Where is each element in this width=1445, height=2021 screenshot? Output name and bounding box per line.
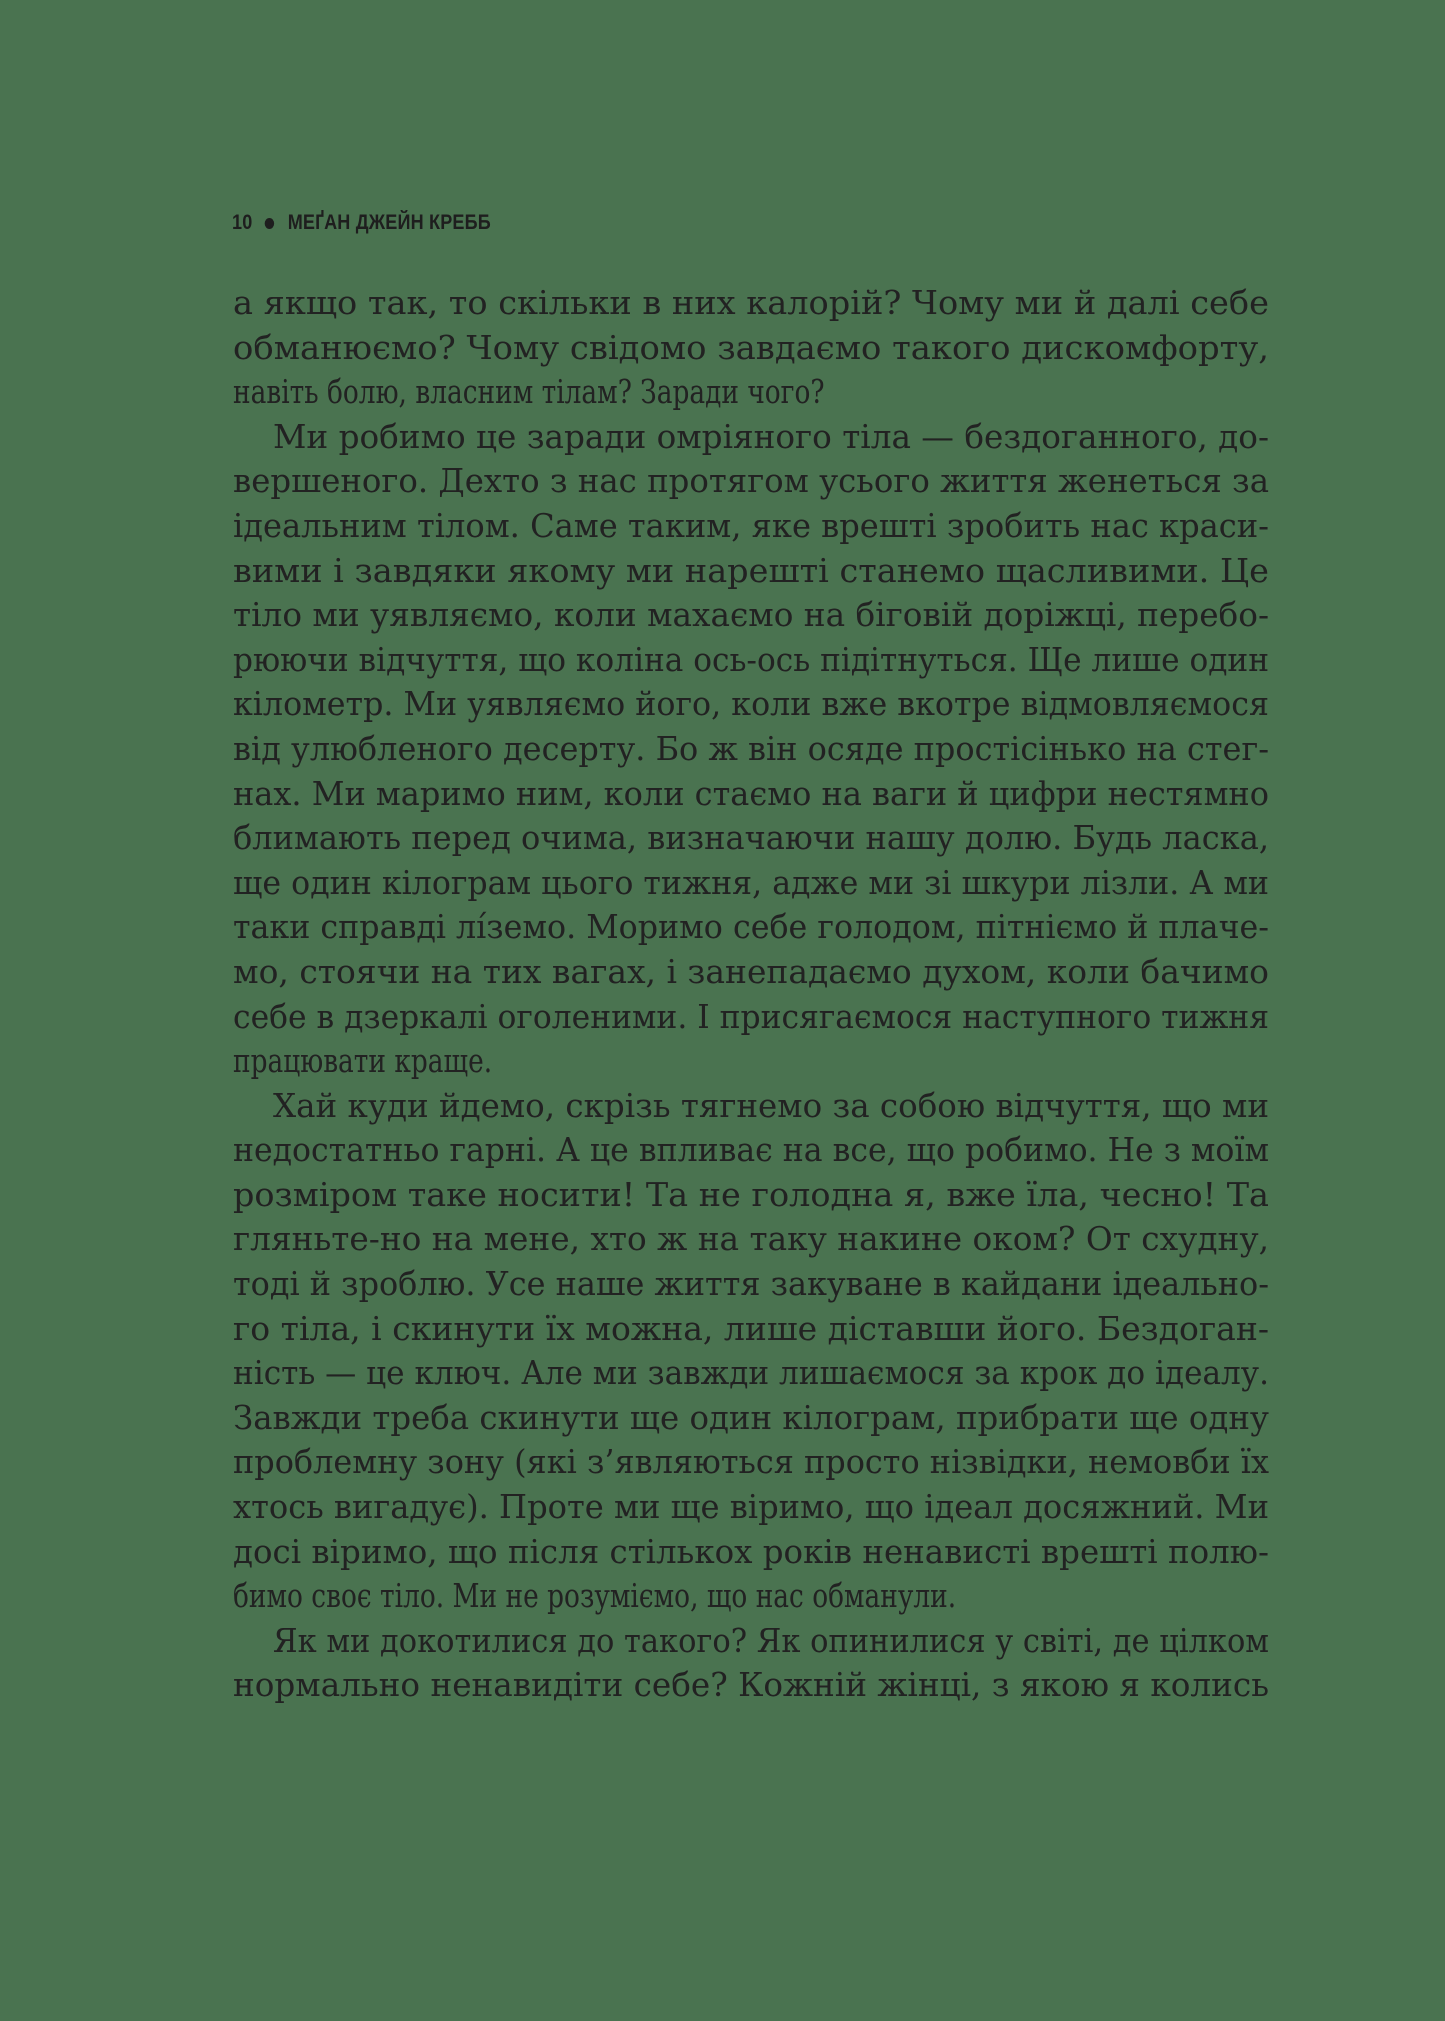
text-line bbox=[233, 1574, 1269, 1619]
text-line-content: Ми робимо це заради омріяного тіла — бездоганного, до- bbox=[273, 416, 1269, 456]
text-line bbox=[233, 1440, 1269, 1485]
text-line-content: бимо своє тіло. Ми не розуміємо, що нас обманули. bbox=[233, 1576, 957, 1616]
text-line bbox=[233, 1485, 1269, 1530]
text-line-content: ще один кілограм цього тижня, адже ми зі шкури лізли. А ми bbox=[233, 862, 1269, 902]
text-line-content: працювати краще. bbox=[233, 1041, 493, 1081]
text-line bbox=[233, 1039, 1269, 1084]
text-line-content: го тіла, і скинути їх можна, лише діставши його. Бездоган- bbox=[233, 1308, 1269, 1348]
page-number: 10 bbox=[232, 211, 253, 234]
text-line bbox=[233, 727, 1269, 772]
text-line-content: мо, стоячи на тих вагах, і занепадаємо духом, коли бачимо bbox=[233, 951, 1269, 991]
text-line-content: від улюбленого десерту. Бо ж він осяде простісінько на стег- bbox=[233, 728, 1269, 768]
text-line-content: гляньте-но на мене, хто ж на таку накине оком? От схудну, bbox=[233, 1219, 1269, 1259]
text-line-content: розміром таке носити! Та не голодна я, вже їла, чесно! Та bbox=[233, 1174, 1269, 1214]
text-line-content: рюючи відчуття, що коліна ось-ось підітнуться. Ще лише один bbox=[233, 639, 1269, 679]
text-line-content: Завжди треба скинути ще один кілограм, прибрати ще одну bbox=[233, 1397, 1269, 1437]
text-line-content: вими і завдяки якому ми нарешті станемо щасливими. Це bbox=[233, 550, 1269, 590]
running-head bbox=[232, 208, 491, 238]
text-line bbox=[233, 593, 1269, 638]
text-line bbox=[233, 281, 1269, 326]
text-line bbox=[233, 459, 1269, 504]
body-text bbox=[233, 281, 1269, 1708]
text-line bbox=[233, 995, 1269, 1040]
text-line-content: ідеальним тілом. Саме таким, яке врешті зробить нас краси- bbox=[233, 505, 1269, 545]
text-line bbox=[233, 682, 1269, 727]
author-name: МЕҐАН ДЖЕЙН КРЕББ bbox=[287, 211, 491, 234]
text-line-content: вершеного. Дехто з нас протягом усього життя женеться за bbox=[233, 461, 1269, 501]
text-line bbox=[233, 905, 1269, 950]
text-line-content: нормально ненавидіти себе? Кожній жінці, з якою я колись bbox=[233, 1665, 1269, 1705]
text-line-content: хтось вигадує). Проте ми ще віримо, що ідеал досяжний. Ми bbox=[233, 1487, 1269, 1527]
text-line-content: себе в дзеркалі оголеними. І присягаємося наступного тижня bbox=[233, 996, 1269, 1036]
text-line-content: проблемну зону (які з’являються просто нізвідки, немовби їх bbox=[233, 1442, 1269, 1482]
text-line-content: кілометр. Ми уявляємо його, коли вже вкотре відмовляємося bbox=[233, 684, 1269, 724]
text-line-content: навіть болю, власним тілам? Заради чого? bbox=[233, 372, 825, 412]
text-line bbox=[233, 638, 1269, 683]
text-line bbox=[233, 1173, 1269, 1218]
text-line bbox=[233, 772, 1269, 817]
text-line-content: нах. Ми маримо ним, коли стаємо на ваги й цифри нестямно bbox=[233, 773, 1269, 813]
text-line-content: блимають перед очима, визначаючи нашу долю. Будь ласка, bbox=[233, 818, 1269, 858]
text-line-content: таки справді лíземо. Моримо себе голодом, пітніємо й плаче- bbox=[233, 907, 1269, 947]
text-line-content: досі віримо, що після стількох років ненависті врешті полю- bbox=[233, 1531, 1269, 1571]
text-line bbox=[233, 950, 1269, 995]
bullet-separator-icon bbox=[264, 218, 273, 229]
text-line bbox=[233, 1351, 1269, 1396]
text-line bbox=[233, 1396, 1269, 1441]
text-line bbox=[233, 1128, 1269, 1173]
text-line-content: а якщо так, то скільки в них калорій? Чому ми й далі себе bbox=[233, 283, 1269, 322]
text-line bbox=[233, 326, 1269, 371]
text-line bbox=[233, 1307, 1269, 1352]
text-line-content: тіло ми уявляємо, коли махаємо на біговій доріжці, перебо- bbox=[233, 595, 1269, 635]
text-line bbox=[233, 1084, 1269, 1129]
text-line-content: ність — це ключ. Але ми завжди лишаємося за крок до ідеалу. bbox=[233, 1353, 1269, 1393]
text-line bbox=[233, 816, 1269, 861]
text-line bbox=[233, 415, 1269, 460]
text-line bbox=[233, 1530, 1269, 1575]
text-line bbox=[233, 1663, 1269, 1708]
text-line bbox=[233, 504, 1269, 549]
text-line bbox=[233, 1262, 1269, 1307]
text-line-content: Як ми докотилися до такого? Як опинилися у світі, де цілком bbox=[273, 1620, 1269, 1660]
text-line bbox=[233, 1217, 1269, 1262]
text-line-content: Хай куди йдемо, скрізь тягнемо за собою відчуття, що ми bbox=[273, 1085, 1269, 1125]
text-line-content: обманюємо? Чому свідомо завдаємо такого дискомфорту, bbox=[233, 327, 1269, 367]
text-line bbox=[233, 861, 1269, 906]
text-line bbox=[233, 370, 1269, 415]
text-line bbox=[233, 549, 1269, 594]
text-line-content: недостатньо гарні. А це впливає на все, що робимо. Не з моїм bbox=[233, 1130, 1269, 1170]
text-line bbox=[233, 1619, 1269, 1664]
text-line-content: тоді й зроблю. Усе наше життя закуване в кайдани ідеально- bbox=[233, 1264, 1269, 1304]
